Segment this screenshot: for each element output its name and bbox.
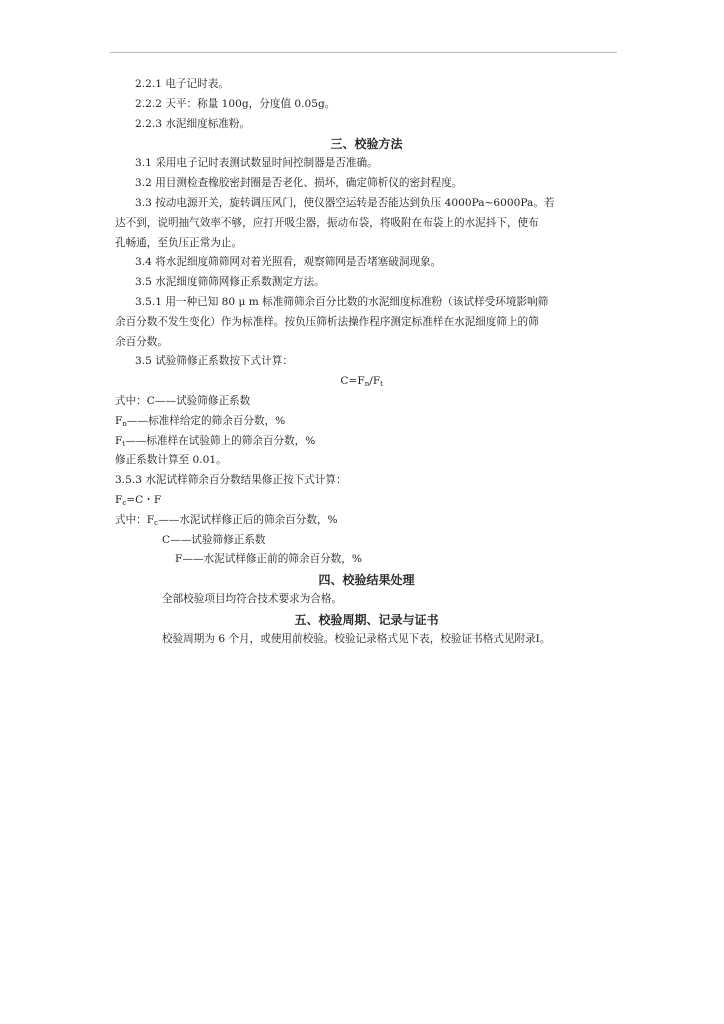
where-clause-2: 式中：$F_c——$水泥试样修正后的筛余百分数，% [115,513,338,527]
equipment-item-2: 2.2.2 天平：称量 100g，分度值 0.05g。 [135,97,336,110]
paragraph-3-5: 3.5 水泥细度筛筛网修正系数测定方法。 [135,276,325,289]
paragraph-5: 校验周期为 6 个月，或使用前校验。校验记录格式见下表，校验证书格式见附录Ⅰ。 [162,632,551,645]
paragraph-3-5-1-line1: 3.5.1 用一种已知 80 μ m 标准筛筛余百分比数的水泥细度标准粉（该试样受环境影响筛 [135,295,549,308]
paragraph-4: 全部校验项目均符合技术要求为合格。 [162,593,343,606]
document-body [115,75,618,650]
paragraph-3-5-2: 3.5 试验筛修正系数按下式计算： [135,355,293,368]
formula-corrected-result: $F_c=C$・F [115,493,162,507]
definition-f: F——水泥试样修正前的筛余百分数，% [175,553,362,566]
section-heading-3: 三、校验方法 [330,137,403,152]
header-rule [110,52,617,53]
paragraph-3-1: 3.1 采用电子记时表测试数显时间控制器是否准确。 [135,157,378,170]
where-clause-1: 式中：C——试验筛修正系数 [115,394,251,407]
definition-fn: $F_n——$标准样给定的筛余百分数，% [115,414,286,428]
section-heading-4: 四、校验结果处理 [318,573,415,588]
definition-c: C——试验筛修正系数 [162,533,266,546]
paragraph-3-3-line3: 孔畅通，至负压正常为止。 [115,236,243,249]
equipment-item-3: 2.2.3 水泥细度标准粉。 [135,117,251,130]
paragraph-3-2: 3.2 用目测检查橡胶密封圈是否老化、损坏，确定筛析仪的密封程度。 [135,177,463,190]
formula-correction-coefficient: $C=F_n/F_t$ [340,375,383,389]
equipment-item-1: 2.2.1 电子记时表。 [135,78,229,90]
precision-note: 修正系数计算至 0.01。 [115,454,227,467]
paragraph-3-5-1-line2: 余百分数不发生变化）作为标准样。按负压筛析法操作程序测定标准样在水泥细度筛上的筛 [115,315,539,328]
paragraph-3-5-3: 3.5.3 水泥试样筛余百分数结果修正按下式计算： [115,474,347,487]
section-heading-5: 五、校验周期、记录与证书 [294,612,439,627]
paragraph-3-4: 3.4 将水泥细度筛筛网对着光照看，观察筛网是否堵塞破洞现象。 [135,256,442,269]
paragraph-3-5-1-line3: 余百分数。 [115,335,168,348]
paragraph-3-3-line1: 3.3 按动电源开关，旋转调压风门，使仪器空运转是否能达到负压 4000Pa~6000Pa。若 [135,196,555,209]
definition-ft: $F_t——$标准样在试验筛上的筛余百分数，% [115,434,316,448]
paragraph-3-3-line2: 达不到，说明抽气效率不够，应打开吸尘器，振动布袋，将吸附在布袋上的水泥抖下，使布 [115,216,539,229]
